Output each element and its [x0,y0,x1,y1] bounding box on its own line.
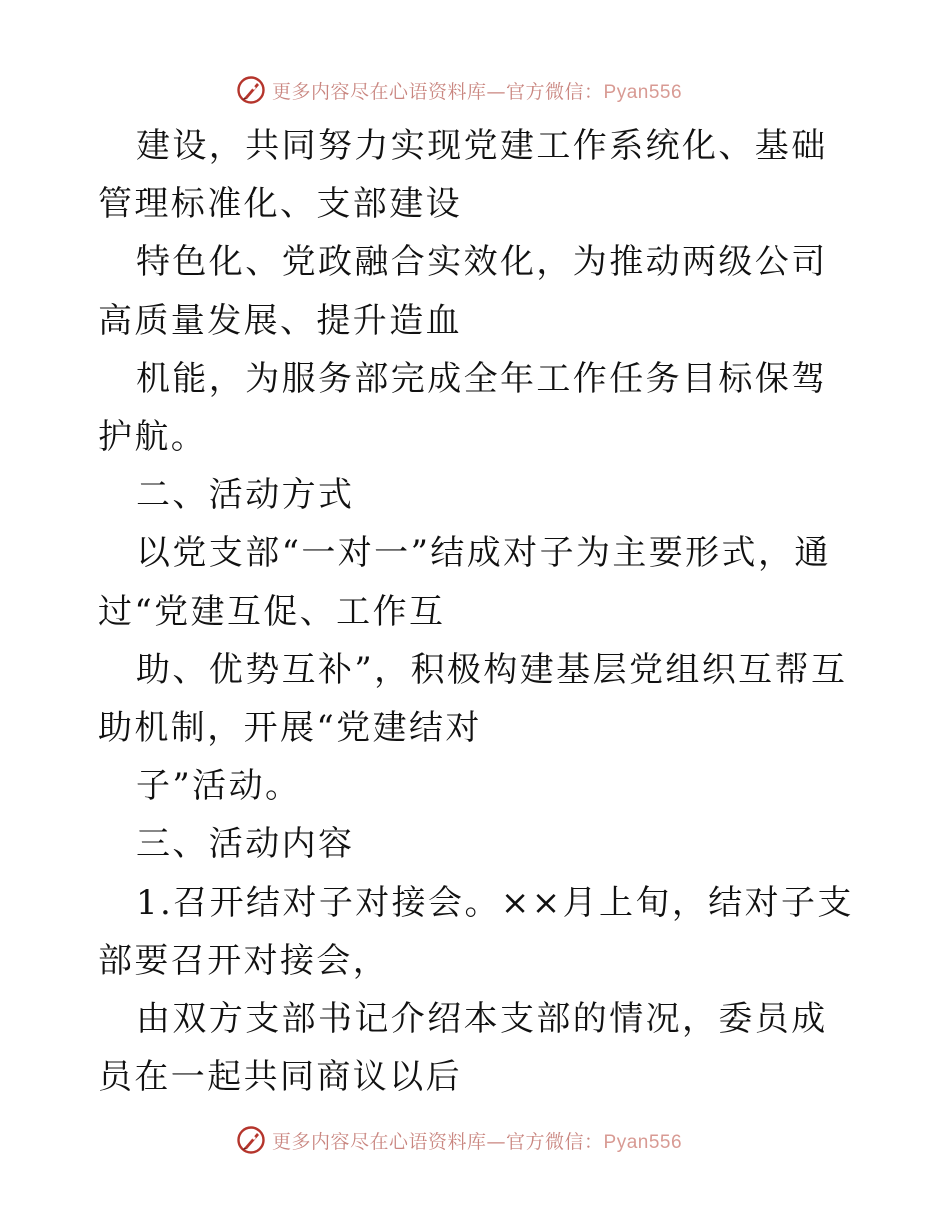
paragraph: 特色化、党政融合实效化，为推动两级公司高质量发展、提升造血 [98,242,828,341]
paragraph: 子”活动。 [136,766,302,807]
footer-watermark [236,1123,682,1157]
header-watermark [236,73,682,107]
pen-nib-logo-icon [236,1125,266,1155]
paragraph: 机能，为服务部完成全年工作任务目标保驾护航。 [98,358,828,458]
paragraph: 助、优势互补”，积极构建基层党组织互帮互助机制，开展“党建结对 [98,649,848,749]
watermark-wechat-id: Pyan556 [603,1131,683,1153]
paragraph: 以党支部“一对一”结成对子为主要形式，通过“党建互促、工作互 [98,533,831,632]
paragraph: 建设，共同努力实现党建工作系统化、基础管理标准化、支部建设 [98,126,828,225]
paragraph: 1.召开结对子对接会。××月上旬，结对子支部要召开对接会， [98,882,854,981]
watermark-wechat-id: Pyan556 [603,81,683,103]
paragraph: 由双方支部书记介绍本支部的情况，委员成员在一起共同商议以后 [98,999,828,1098]
pen-nib-logo-icon [236,75,266,105]
watermark-text: 更多内容尽在心语资料库—官方微信：Pyan556 [272,1130,683,1153]
watermark-text: 更多内容尽在心语资料库—官方微信：Pyan556 [272,80,683,103]
section-heading: 二、活动方式 [136,475,355,516]
section-heading: 三、活动内容 [136,824,355,865]
document-body [98,117,858,1106]
